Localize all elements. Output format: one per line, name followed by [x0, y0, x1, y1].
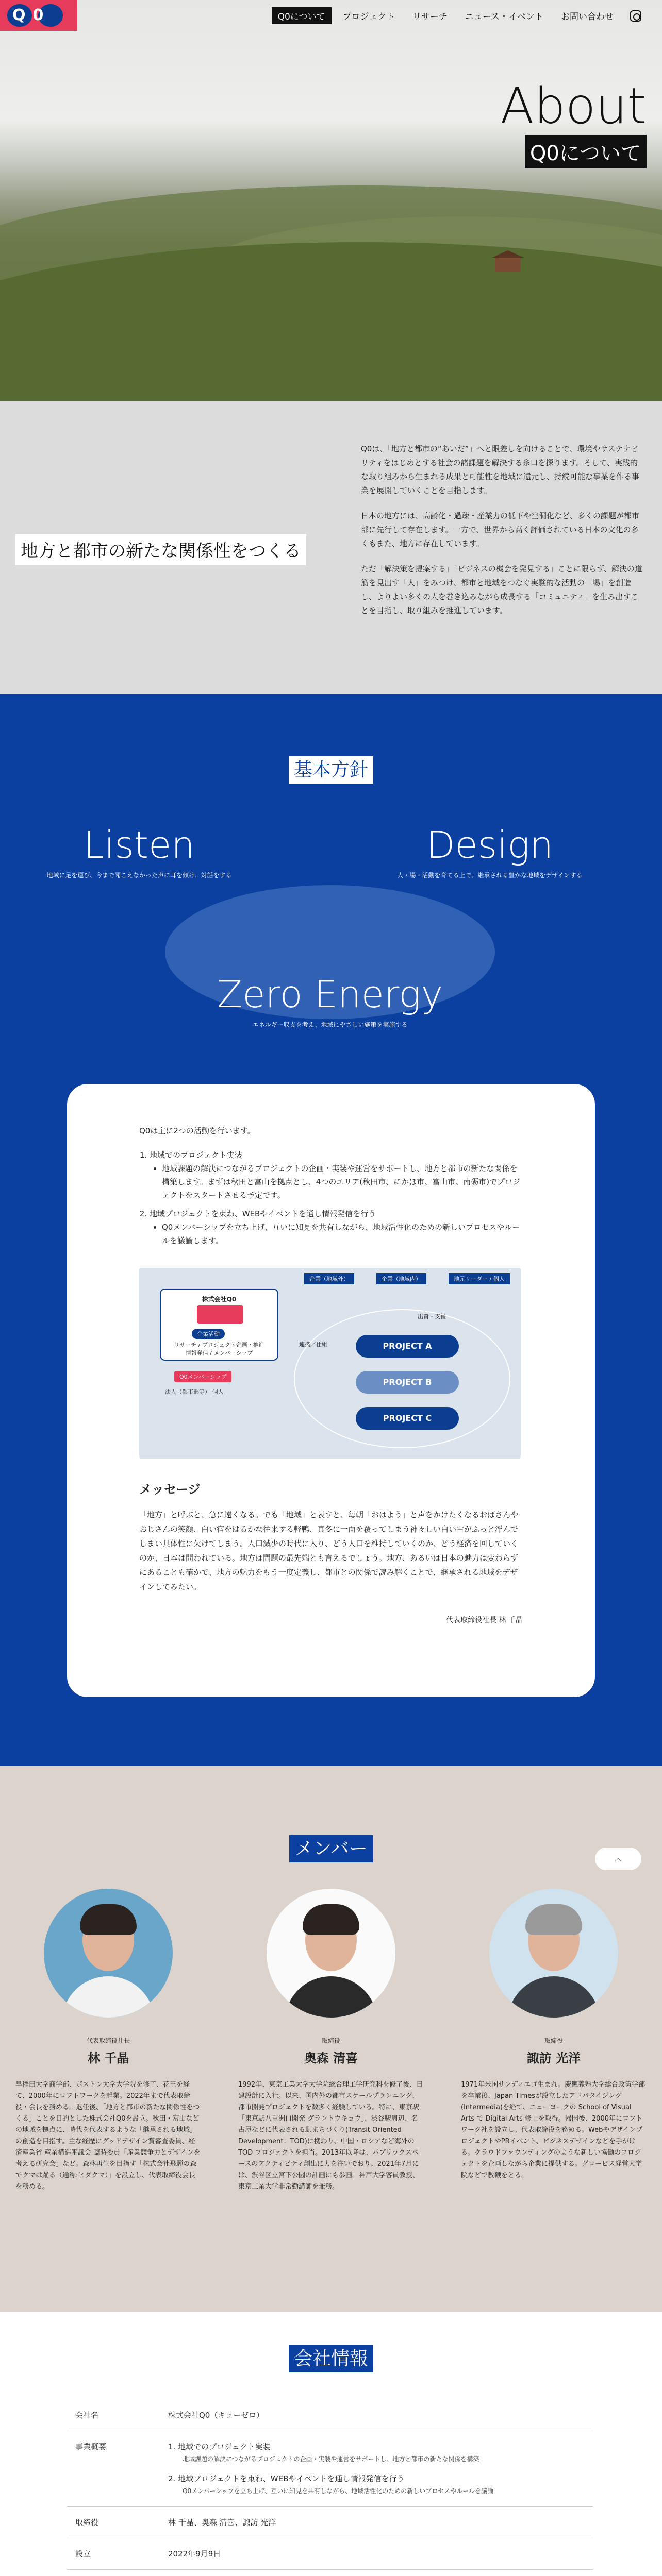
intro-paragraph: 日本の地方には、高齢化・過疎・産業力の低下や空洞化など、多くの課題が都市部に先行して存在します。一方で、世界から高く評価されている日本の文化の多くもまた、地方に存在しています。 [361, 511, 640, 548]
membership-label: Q0メンバーシップ [174, 1371, 231, 1382]
policy-section [0, 694, 662, 1766]
members-section [0, 1766, 662, 2312]
policy-card [67, 1084, 595, 1697]
members-title: メンバー [289, 1835, 372, 1862]
top-nav [0, 0, 662, 31]
nav-item-contact[interactable]: お問い合わせ [561, 12, 614, 22]
list-item: 1. 地域でのプロジェクト実装 • 地域課題の解決につながるプロジェクトの企画・実装や運営をサポートし、地方と都市の新たな関係を構築します。まずは秋田と富山を拠点とし、4つのエリア(秋田市、にかほ市、富山市、南砺市)でプロジェクトをスタートさせる予定です。 [150, 1148, 523, 1202]
table-row: 事業概要 1. 地域でのプロジェクト実装 地域課題の解決につながるプロジェクトの企画・実装や運営をサポートし、地方と都市の新たな関係を構築 2. 地域プロジェクトを束ね、WEBやイベントを通し情報発信を行う Q0メンバーシップを立ち上げ、互いに知見を共有しながら、地域活性化のための新しいプロセスやルールを議論 [67, 2431, 593, 2507]
hero [0, 0, 662, 401]
intro-text [361, 442, 644, 629]
list-subitem: • Q0メンバーシップを立ち上げ、互いに知見を共有しながら、地域活性化のための新しいプロセスやルールを議論します。 [162, 1221, 523, 1247]
project-c: PROJECT C [356, 1407, 459, 1430]
barn-image [495, 258, 521, 272]
member-card: 取締役 諏訪 光洋 1971年米国サンディエゴ生まれ。慶應義塾大学総合政策学部を卒業後、Japan Timesが設立したアドバタイジング(Intermedia)を経て、ニューヨークの School of Visual Arts で Digital Arts 修士を取得。帰国後、2000年にロフトワーク社を設立し、代表取締役を務める。WebやデザインプロジェクトやPRイベント、ビジネスデザインなどを手がける。クラウドファウンディングのような新しい協働のプロジェクトを企画しながら企業に提供する。グロービス経営大学院などで教鞭をとる。 [461, 1889, 647, 2181]
intro-section [0, 401, 662, 694]
project-a: PROJECT A [356, 1335, 459, 1358]
page-title: About [500, 77, 647, 135]
nav-item-research[interactable]: リサーチ [412, 12, 448, 22]
list-subitem: • 地域課題の解決につながるプロジェクトの企画・実装や運営をサポートし、地方と都市の新たな関係を構築します。まずは秋田と富山を拠点とし、4つのエリア(秋田市、にかほ市、富山市、南砺市)でプロジェクトをスタートさせる予定です。 [162, 1162, 523, 1202]
q0-logo[interactable]: Q0 [0, 0, 77, 31]
intro-paragraph: ただ「解決策を提案する」「ビジネスの機会を発見する」ことに限らず、解決の道筋を見出す「人」をみつけ、都市と地域をつなぐ実験的な活動の「場」を創造し、よりよい多くの人を巻き込みながら成長する「コミュニティ」を生み出すことを目指し、取り組みを推進しています。 [361, 564, 642, 615]
table-row [67, 2570, 593, 2576]
activity-list [150, 1148, 523, 1247]
company-title: 会社情報 [289, 2345, 373, 2372]
message-text: 「地方」と呼ぶと、急に遠くなる。でも「地域」と表すと、毎朝「おはよう」と声をかけたくなるおばさんやおじさんの笑顔、白い宿をはるかな往来する軽鴨、真冬に一面を覆ってしまう神々しい白い雪がふっと浮んでしまい具体性に欠けてしまう。人口減少の時代に入り、どう人口を維持していくのか、どう経済を回していくのか、日本は問われている。地方は問題の最先端とも言えるでしょう。地方、あるいは日本の魅力は変わらずにあることも確かで、地方の魅力をもう一度定義し、都市との関係で読み解くことで、継承される地域をデザインしてみたい。 [139, 1510, 519, 1591]
nav-item-about[interactable]: Q0について [272, 7, 332, 24]
table-row: 会社名 株式会社Q0（キューゼロ） [67, 2400, 593, 2431]
member-card: 代表取締役社長 林 千晶 早稲田大学商学部、ボストン大学大学院を修了、花王を経て、2000年にロフトワークを起業。2022年まで代表取締役・会長を務める。退任後、「地方と都市の新たな関係性をつくる」ことを目的とした株式会社Q0を設立。秋田・富山などの地域を拠点に、時代を代表するような「継承される地域」の創造を目指す。主な経歴にグッドデザイン賞審査委員、経済産業省 産業構造審議会 臨時委員「産業競争力とデザインを考える研究会」など。森林再生を目指す「株式会社飛騨の森でクマは踊る（通称:ヒダクマ）」を設立し、代表取締役会長を務める。 [15, 1889, 201, 2193]
nav-item-projects[interactable]: プロジェクト [342, 12, 395, 22]
company-section [0, 2312, 662, 2576]
structure-diagram: 株式会社Q0 企業活動 リサーチ / プロジェクト企画・推進 情報発信 / メンバーシップ Q0メンバーシップ 法人（都市部等） 個人 企業（地域外） 企業（地域内） 地元リーダー / 個人 出資・支援 連携／仕組 PROJECT A PROJECT B PROJECT C [139, 1268, 521, 1459]
table-row: 取締役 林 千晶、奥森 清喜、諏訪 光洋 [67, 2507, 593, 2538]
policy-title: 基本方針 [289, 756, 373, 784]
avatar [44, 1889, 173, 2018]
message-title: メッセージ [139, 1482, 201, 1497]
message-signature: 代表取締役社長 林 千晶 [446, 1616, 523, 1624]
intro-tagline: 地方と都市の新たな関係性をつくる [15, 534, 306, 565]
company-table [67, 2400, 593, 2576]
instagram-icon[interactable] [630, 10, 641, 22]
intro-paragraph: Q0は、「地方と都市の“あいだ”」へと眼差しを向けることで、環境やサステナビリティをはじめとする社会の諸課題を解決する糸口を探ります。そして、実践的な取り組みから生まれる成果と可能性を地域に還元し、持続可能な事業を作る事業を展開していくことを目指します。 [361, 444, 640, 495]
scroll-top-button[interactable]: ︿ [595, 1848, 641, 1870]
policy-lead: Q0は主に2つの活動を行います。 [139, 1126, 255, 1136]
table-row: 設立 2022年9月9日 [67, 2538, 593, 2570]
avatar [489, 1889, 618, 2018]
q0-logo [197, 1305, 243, 1324]
main-menu [272, 7, 641, 24]
avatar [267, 1889, 395, 2018]
keyword-zero-energy: Zero Energy エネルギー収支を考え、地域にやさしい施策を実施する [217, 973, 443, 1028]
project-b: PROJECT B [356, 1371, 459, 1394]
list-item: 2. 地域プロジェクトを束ね、WEBやイベントを通し情報発信を行う • Q0メンバーシップを立ち上げ、互いに知見を共有しながら、地域活性化のための新しいプロセスやルールを議論します。 [150, 1207, 523, 1247]
keyword-design: Design 人・場・活動を育てる上で、継承される豊かな地域をデザインする [397, 823, 583, 879]
keyword-listen: Listen 地域に足を運び、今まで聞こえなかった声に耳を傾け、対話をする [46, 823, 232, 879]
nav-item-news[interactable]: ニュース・イベント [465, 12, 543, 22]
member-card: 取締役 奥森 清喜 1992年、東京工業大学大学院総合理工学研究科を修了後、日建設計に入社。以来、国内外の都市スケールプランニング、都市開発プロジェクトを数多く経験している。特に、東京駅「東京駅八重洲口開発 グラントウキョウ」、渋谷駅周辺、名古屋などに代表される駅まちづくり(Transit Oriented Development：TOD)に携わり、中国・ロシアなど海外の TOD プロジェクトを担当。2013年以降は、パブリックスペースのアクティビティ創出に力を注いでおり、2021年7月には、渋谷区立宮下公園の計画にも参画。神戸大学客員教授、東京工業大学非常勤講師を兼務。 [238, 1889, 424, 2193]
page-subtitle: Q0について [525, 135, 647, 168]
company-box: 株式会社Q0 企業活動 リサーチ / プロジェクト企画・推進 情報発信 / メンバーシップ [160, 1289, 278, 1361]
